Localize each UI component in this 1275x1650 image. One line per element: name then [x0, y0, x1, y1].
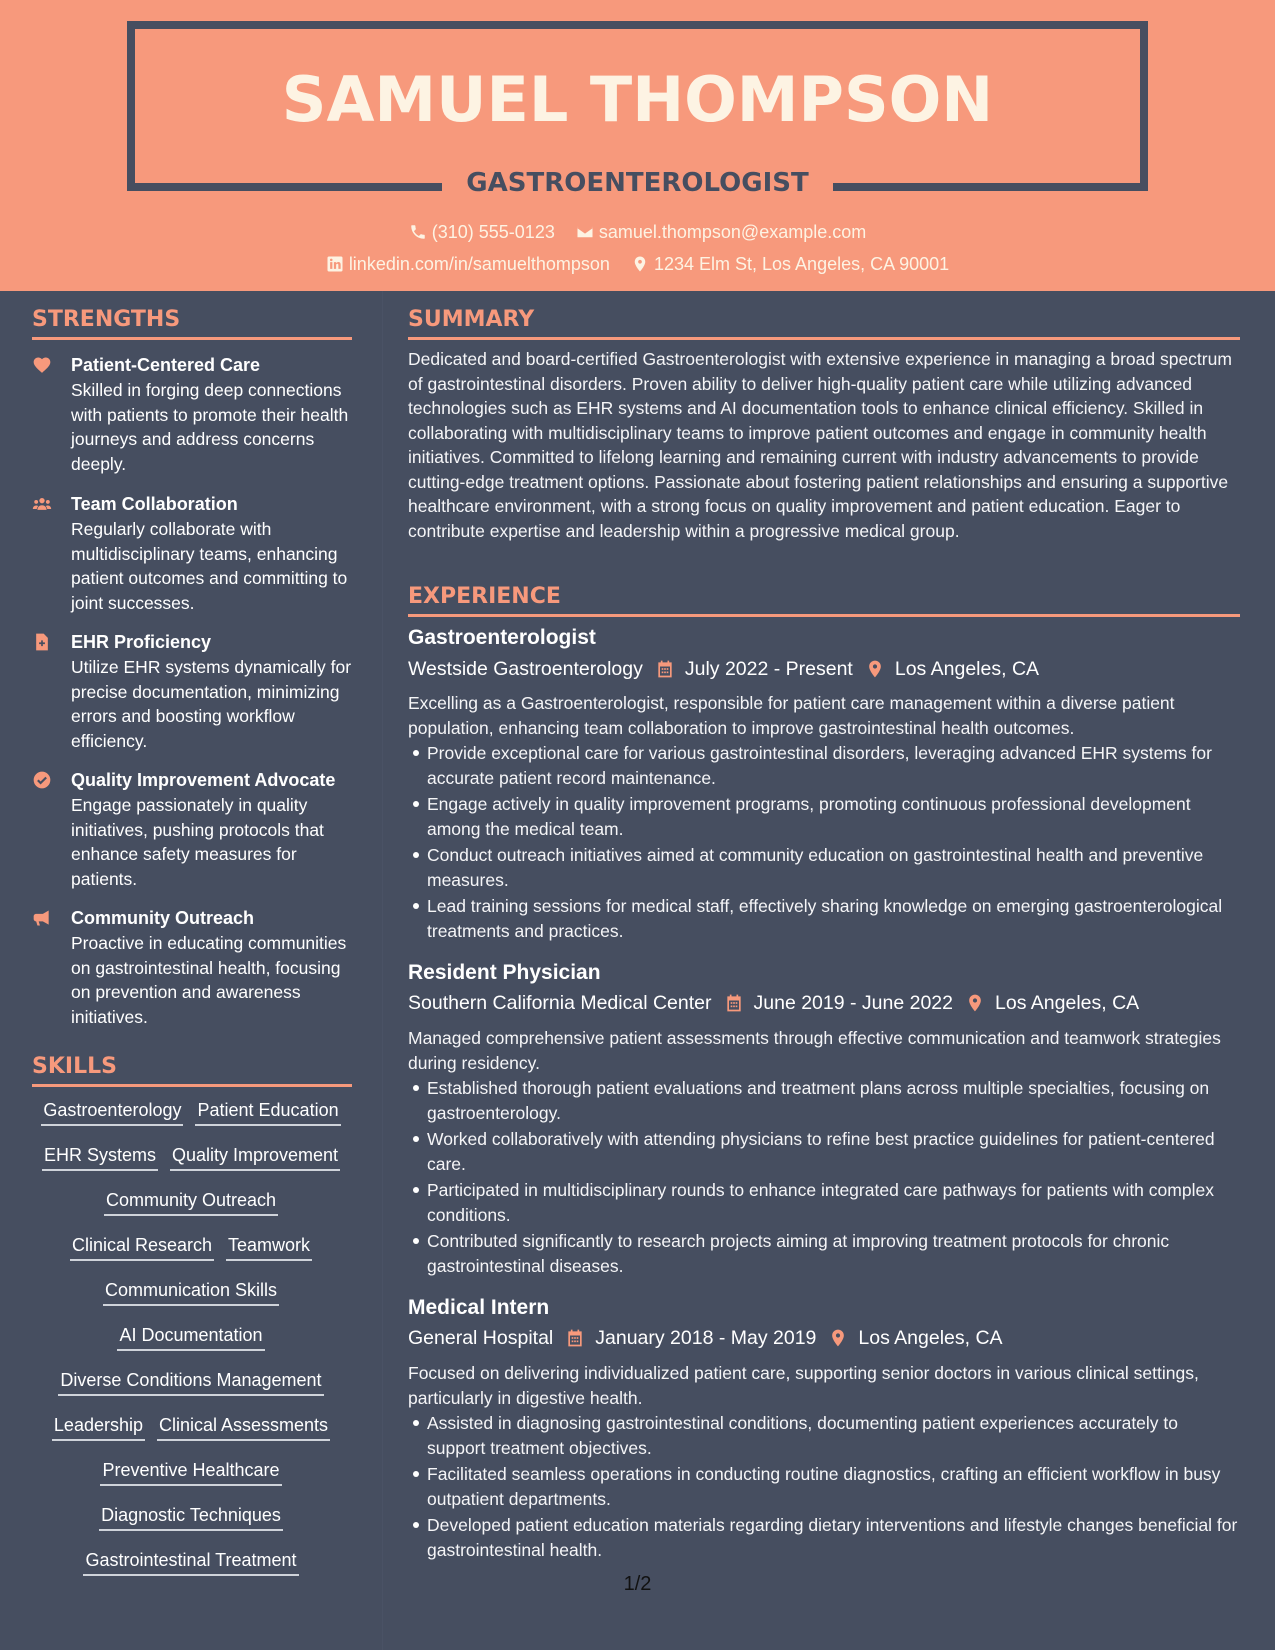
- job-bullets: [427, 1411, 1240, 1564]
- contact-phone[interactable]: [409, 220, 555, 244]
- strength-desc: Skilled in forging deep connections with patients to promote their health journeys and address concerns deeply.: [71, 380, 349, 474]
- job-bullet: Established thorough patient evaluations and treatment plans across multiple specialties, focusing on gastroenterology.: [427, 1076, 1240, 1125]
- job-location: Los Angeles, CA: [995, 992, 1140, 1014]
- calendar-icon: [655, 659, 675, 679]
- calendar-icon: [565, 1328, 585, 1348]
- contact-address: [631, 252, 949, 276]
- job-bullet: Lead training sessions for medical staff, effectively sharing knowledge on emerging gastroenterological treatments and practices.: [427, 894, 1240, 943]
- skills-heading: SKILLS: [32, 1054, 117, 1079]
- contact-linkedin[interactable]: [326, 252, 610, 276]
- skill-tag: Quality Improvement: [170, 1143, 340, 1171]
- contact-row-1: [0, 220, 1275, 247]
- strengths-heading: STRENGTHS: [32, 307, 181, 332]
- job-bullet: Developed patient education materials regarding dietary interventions and lifestyle changes beneficial for gastrointestinal health.: [427, 1513, 1240, 1562]
- map-pin-icon: [828, 1328, 848, 1348]
- skill-tag: Diagnostic Techniques: [99, 1503, 283, 1531]
- job-description: Managed comprehensive patient assessments through effective communication and teamwork strategies during residency.: [408, 1028, 1221, 1073]
- skill-tag: Gastrointestinal Treatment: [83, 1548, 298, 1576]
- column-divider: [382, 291, 383, 1650]
- email-text: samuel.thompson@example.com: [598, 222, 867, 242]
- frame-rule-right: [833, 183, 1148, 191]
- job-description: Focused on delivering individualized patient care, supporting senior doctors in various clinical settings, particularly in digestive health.: [408, 1363, 1199, 1408]
- job-bullet: Worked collaboratively with attending physicians to refine best practice guidelines for patient-centered care.: [427, 1127, 1240, 1176]
- skill-tag: Clinical Research: [70, 1233, 214, 1261]
- job-bullets: [427, 1076, 1240, 1280]
- envelope-icon: [576, 223, 594, 241]
- skill-tag: Gastroenterology: [41, 1098, 183, 1126]
- skill-tag: Clinical Assessments: [157, 1413, 330, 1441]
- job-bullet: Participated in multidisciplinary rounds to enhance integrated care pathways for patients with complex conditions.: [427, 1178, 1240, 1227]
- strength-title: Patient-Centered Care: [71, 355, 261, 375]
- contact-row-2: [0, 252, 1275, 279]
- experience-heading: EXPERIENCE: [408, 584, 561, 609]
- skill-tag: EHR Systems: [42, 1143, 158, 1171]
- frame-rule-left: [127, 183, 442, 191]
- linkedin-icon: [326, 255, 344, 273]
- address-text: 1234 Elm St, Los Angeles, CA 90001: [653, 254, 950, 274]
- job-meta: [408, 656, 1039, 682]
- job-bullet: Assisted in diagnosing gastrointestinal conditions, documenting patient experiences accurately to support treatment objectives.: [427, 1411, 1240, 1460]
- job-title-heading: GASTROENTEROLOGIST: [466, 168, 809, 198]
- job-bullet: Conduct outreach initiatives aimed at community education on gastrointestinal health and preventive measures.: [427, 843, 1240, 892]
- skill-tag: Community Outreach: [104, 1188, 278, 1216]
- job-bullets: [427, 741, 1240, 945]
- summary-text: Dedicated and board-certified Gastroenterologist with extensive experience in managing a broad spectrum of gastrointestinal disorders. Proven ability to deliver high-quality patient care while utilizing advanced technologies such as EHR systems and AI documentation tools to enhance clinical efficiency. Skilled in collaborating with multidisciplinary teams to improve patient outcomes and engage in community health initiatives. Committed to lifelong learning and remaining current with industry advancements to provide cutting-edge treatment options. Passionate about fostering patient relationships and ensuring a supportive healthcare environment, with a strong focus on quality improvement and patient education. Eager to contribute expertise and leadership within a progressive medical group.: [408, 349, 1232, 541]
- skills-rule: [32, 1084, 352, 1087]
- job-company: Southern California Medical Center: [408, 992, 712, 1014]
- job-dates: June 2019 - June 2022: [753, 992, 953, 1014]
- job-meta: [408, 1325, 1003, 1351]
- strength-desc: Engage passionately in quality initiatives, pushing protocols that enhance safety measures for patients.: [71, 795, 324, 889]
- page-number: 1/2: [623, 1573, 652, 1595]
- skill-tag: Diverse Conditions Management: [58, 1368, 323, 1396]
- users-icon: [32, 494, 54, 514]
- strength-title: Community Outreach: [71, 908, 255, 928]
- strength-desc: Utilize EHR systems dynamically for precise documentation, minimizing errors and boosting workflow efficiency.: [71, 657, 352, 751]
- skill-tag: Preventive Healthcare: [100, 1458, 281, 1486]
- strength-desc: Regularly collaborate with multidisciplinary teams, enhancing patient outcomes and committing to joint successes.: [71, 519, 348, 613]
- medical-file-icon: [32, 632, 54, 652]
- job-bullet: Engage actively in quality improvement programs, promoting continuous professional development among the medical team.: [427, 792, 1240, 841]
- job-description: Excelling as a Gastroenterologist, responsible for patient care management within a diverse patient population, enhancing team collaboration to improve gastrointestinal health outcomes.: [408, 693, 1175, 738]
- job-title: Gastroenterologist: [408, 626, 596, 649]
- strength-title: Quality Improvement Advocate: [71, 770, 336, 790]
- job-title: Resident Physician: [408, 961, 601, 984]
- phone-icon: [409, 223, 427, 241]
- job-bullet: Provide exceptional care for various gastrointestinal disorders, leveraging advanced EHR systems for accurate patient record maintenance.: [427, 741, 1240, 790]
- linkedin-text: linkedin.com/in/samuelthompson: [348, 254, 610, 274]
- skill-tag: Leadership: [52, 1413, 145, 1441]
- strength-title: EHR Proficiency: [71, 632, 212, 652]
- strength-desc: Proactive in educating communities on gastrointestinal health, focusing on prevention and awareness initiatives.: [71, 933, 347, 1027]
- job-location: Los Angeles, CA: [894, 658, 1040, 680]
- skill-tag: Teamwork: [226, 1233, 312, 1261]
- map-pin-icon: [965, 993, 985, 1013]
- job-bullet: Facilitated seamless operations in conducting routine diagnostics, crafting an efficient workflow in busy outpatient departments.: [427, 1462, 1240, 1511]
- calendar-icon: [724, 993, 744, 1013]
- skill-tag: AI Documentation: [117, 1323, 264, 1351]
- contact-email[interactable]: [576, 220, 866, 244]
- candidate-name: SAMUEL THOMPSON: [281, 63, 994, 136]
- job-dates: January 2018 - May 2019: [595, 1327, 817, 1349]
- job-company: Westside Gastroenterology: [408, 658, 643, 680]
- skills-list: [26, 1098, 356, 1593]
- job-location: Los Angeles, CA: [858, 1327, 1003, 1349]
- job-meta: [408, 990, 1139, 1016]
- experience-rule: [408, 614, 1240, 617]
- summary-heading: SUMMARY: [408, 307, 535, 332]
- job-bullet: Contributed significantly to research projects aiming at improving treatment protocols for chronic gastrointestinal diseases.: [427, 1229, 1240, 1278]
- check-circle-icon: [32, 770, 54, 790]
- job-title: Medical Intern: [408, 1296, 550, 1319]
- strength-title: Team Collaboration: [71, 494, 238, 514]
- megaphone-icon: [32, 908, 54, 928]
- job-company: General Hospital: [408, 1327, 554, 1349]
- heart-icon: [32, 355, 54, 375]
- job-dates: July 2022 - Present: [684, 658, 853, 680]
- summary-rule: [408, 337, 1240, 340]
- skill-tag: Patient Education: [195, 1098, 340, 1126]
- phone-text: (310) 555-0123: [431, 222, 555, 242]
- skill-tag: Communication Skills: [103, 1278, 279, 1306]
- map-pin-icon: [865, 659, 885, 679]
- map-pin-icon: [631, 255, 649, 273]
- strengths-rule: [32, 337, 352, 340]
